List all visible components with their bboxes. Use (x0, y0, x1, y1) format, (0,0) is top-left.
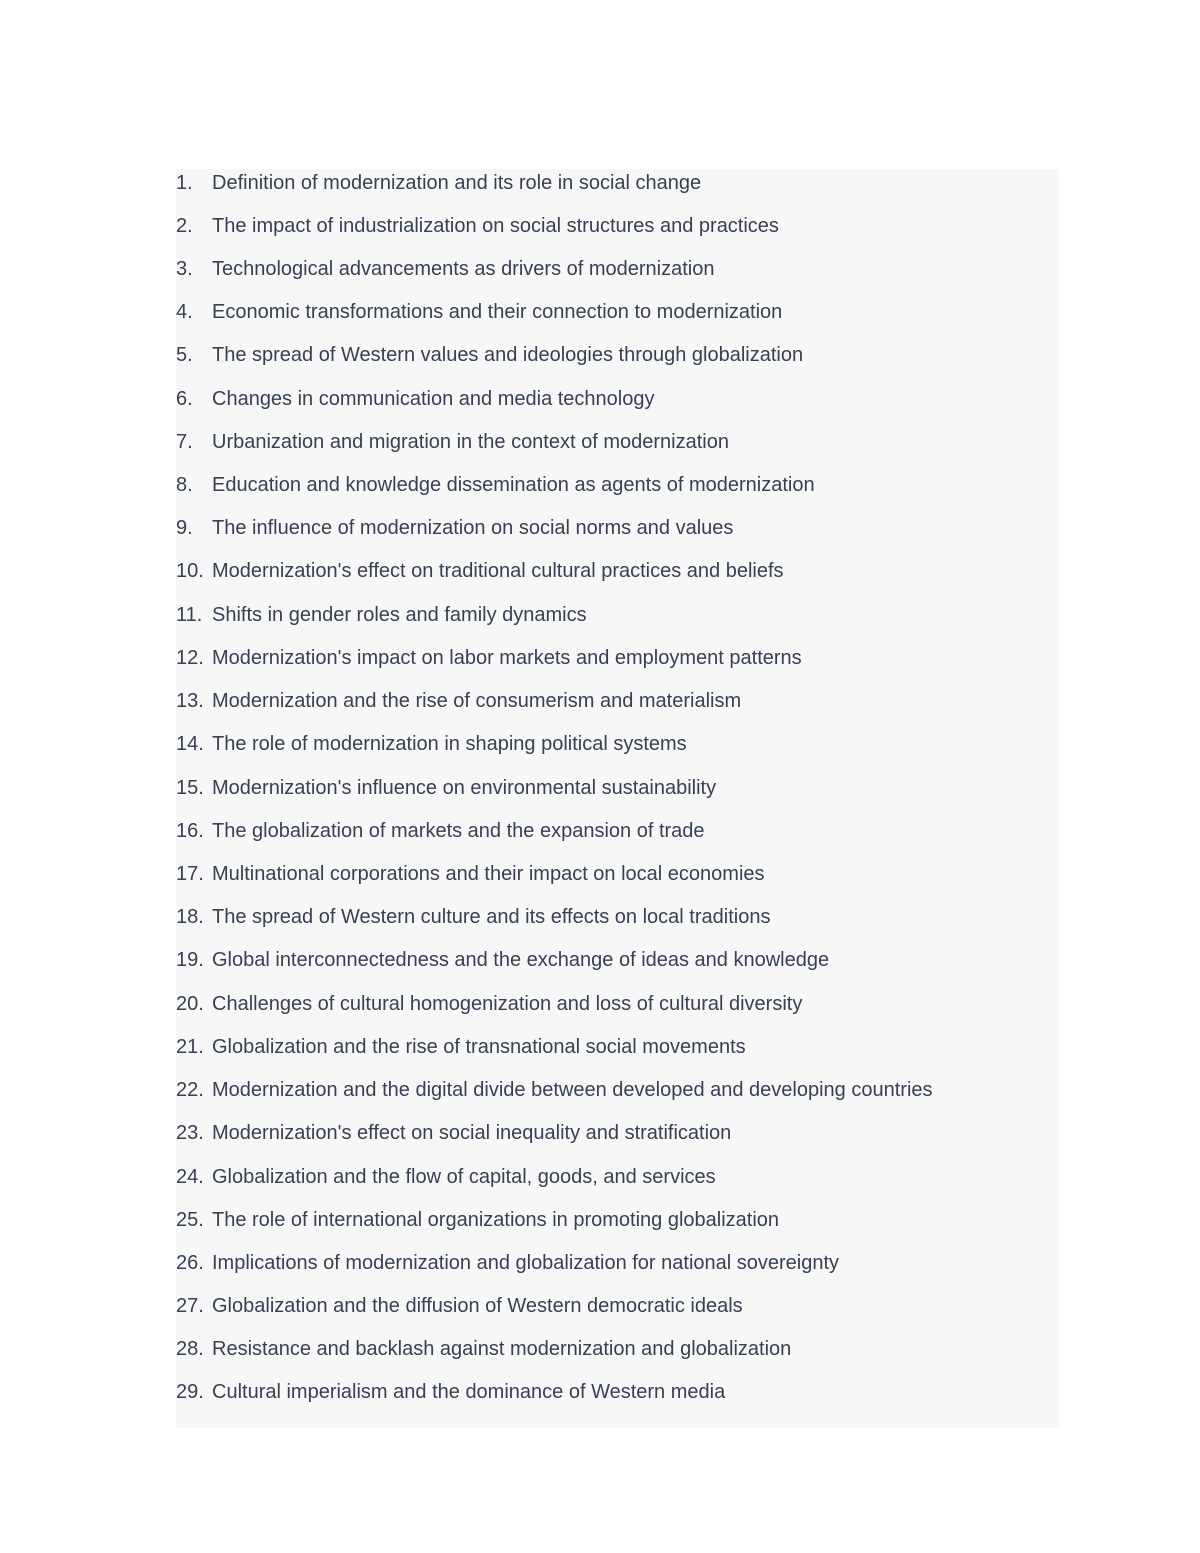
list-item-number: 5. (176, 344, 193, 366)
list-item (176, 903, 770, 931)
list-item (176, 557, 784, 585)
list-item-text: Globalization and the diffusion of Western democratic ideals (212, 1295, 743, 1317)
list-item-number: 27. (176, 1295, 204, 1317)
list-item-text: Shifts in gender roles and family dynamics (212, 604, 587, 626)
list-item-text: Modernization and the digital divide between developed and developing countries (212, 1079, 933, 1101)
list-item (176, 774, 716, 802)
list-item-number: 22. (176, 1079, 204, 1101)
list-item-text: Modernization's influence on environmental sustainability (212, 777, 717, 799)
list-item (176, 471, 815, 499)
list-item-number: 29. (176, 1381, 204, 1403)
list-item-text: Technological advancements as drivers of modernization (212, 258, 715, 280)
list-item-number: 23. (176, 1122, 204, 1144)
list-item-number: 9. (176, 517, 193, 539)
list-item-text: Modernization's impact on labor markets and employment patterns (212, 647, 802, 669)
list-item-number: 12. (176, 647, 204, 669)
list-item (176, 1249, 839, 1277)
list-item (176, 644, 802, 672)
list-item (176, 1119, 731, 1147)
list-item-number: 4. (176, 301, 193, 323)
list-item (176, 817, 705, 845)
list-item-number: 3. (176, 258, 193, 280)
list-item-text: The role of modernization in shaping political systems (212, 733, 687, 755)
list-item-number: 15. (176, 777, 204, 799)
list-item (176, 687, 741, 715)
list-item-text: The spread of Western culture and its effects on local traditions (212, 906, 771, 928)
list-item-number: 8. (176, 474, 193, 496)
list-item-number: 24. (176, 1166, 204, 1188)
list-item-text: Multinational corporations and their impact on local economies (212, 863, 765, 885)
list-item (176, 990, 802, 1018)
list-item-text: Definition of modernization and its role in social change (212, 172, 702, 194)
list-item-number: 28. (176, 1338, 204, 1360)
list-item (176, 1076, 933, 1104)
list-item-number: 14. (176, 733, 204, 755)
list-item-text: Resistance and backlash against modernization and globalization (212, 1338, 792, 1360)
list-item-number: 13. (176, 690, 204, 712)
list-item-number: 6. (176, 388, 193, 410)
list-item (176, 1206, 779, 1234)
list-item-text: Implications of modernization and globalization for national sovereignty (212, 1252, 840, 1274)
list-item (176, 341, 803, 369)
list-item-text: Cultural imperialism and the dominance of Western media (212, 1381, 726, 1403)
list-item (176, 946, 829, 974)
list-item-number: 7. (176, 431, 193, 453)
list-item-number: 10. (176, 560, 204, 582)
list-item-number: 19. (176, 949, 204, 971)
list-item-number: 1. (176, 172, 193, 194)
list-item-text: Globalization and the flow of capital, goods, and services (212, 1166, 716, 1188)
list-item (176, 860, 765, 888)
list-item (176, 601, 587, 629)
list-item (176, 298, 782, 326)
list-item (176, 514, 733, 542)
list-item-text: Modernization's effect on traditional cultural practices and beliefs (212, 560, 784, 582)
list-item-text: Changes in communication and media technology (212, 388, 655, 410)
list-item (176, 1335, 791, 1363)
list-item-text: Modernization and the rise of consumerism and materialism (212, 690, 742, 712)
list-item-number: 2. (176, 215, 193, 237)
list-item-text: Challenges of cultural homogenization and loss of cultural diversity (212, 993, 803, 1015)
list-item-number: 21. (176, 1036, 204, 1058)
list-item (176, 1292, 743, 1320)
list-item-text: The influence of modernization on social norms and values (212, 517, 734, 539)
list-item-text: Modernization's effect on social inequality and stratification (212, 1122, 732, 1144)
list-item-text: Economic transformations and their connection to modernization (212, 301, 783, 323)
list-item-text: The impact of industrialization on social structures and practices (212, 215, 779, 237)
list-item-text: Urbanization and migration in the context of modernization (212, 431, 729, 453)
list-item-number: 18. (176, 906, 204, 928)
list-item (176, 169, 701, 197)
list-item (176, 1163, 716, 1191)
list-item-number: 20. (176, 993, 204, 1015)
list-item (176, 212, 779, 240)
list-item-number: 16. (176, 820, 204, 842)
list-item (176, 428, 729, 456)
list-item-text: Global interconnectedness and the exchange of ideas and knowledge (212, 949, 830, 971)
list-item-number: 11. (176, 604, 203, 626)
list-item-text: The spread of Western values and ideologies through globalization (212, 344, 804, 366)
list-item (176, 255, 715, 283)
list-item (176, 730, 687, 758)
list-item-number: 17. (176, 863, 204, 885)
list-item-text: The globalization of markets and the expansion of trade (212, 820, 705, 842)
content-block (176, 169, 1059, 1428)
list-item (176, 1378, 725, 1406)
list-item-text: Globalization and the rise of transnational social movements (212, 1036, 746, 1058)
list-item-text: The role of international organizations in promoting globalization (212, 1209, 780, 1231)
list-item-number: 26. (176, 1252, 204, 1274)
list-item (176, 385, 655, 413)
list-item-number: 25. (176, 1209, 204, 1231)
list-item-text: Education and knowledge dissemination as agents of modernization (212, 474, 815, 496)
list-item (176, 1033, 746, 1061)
